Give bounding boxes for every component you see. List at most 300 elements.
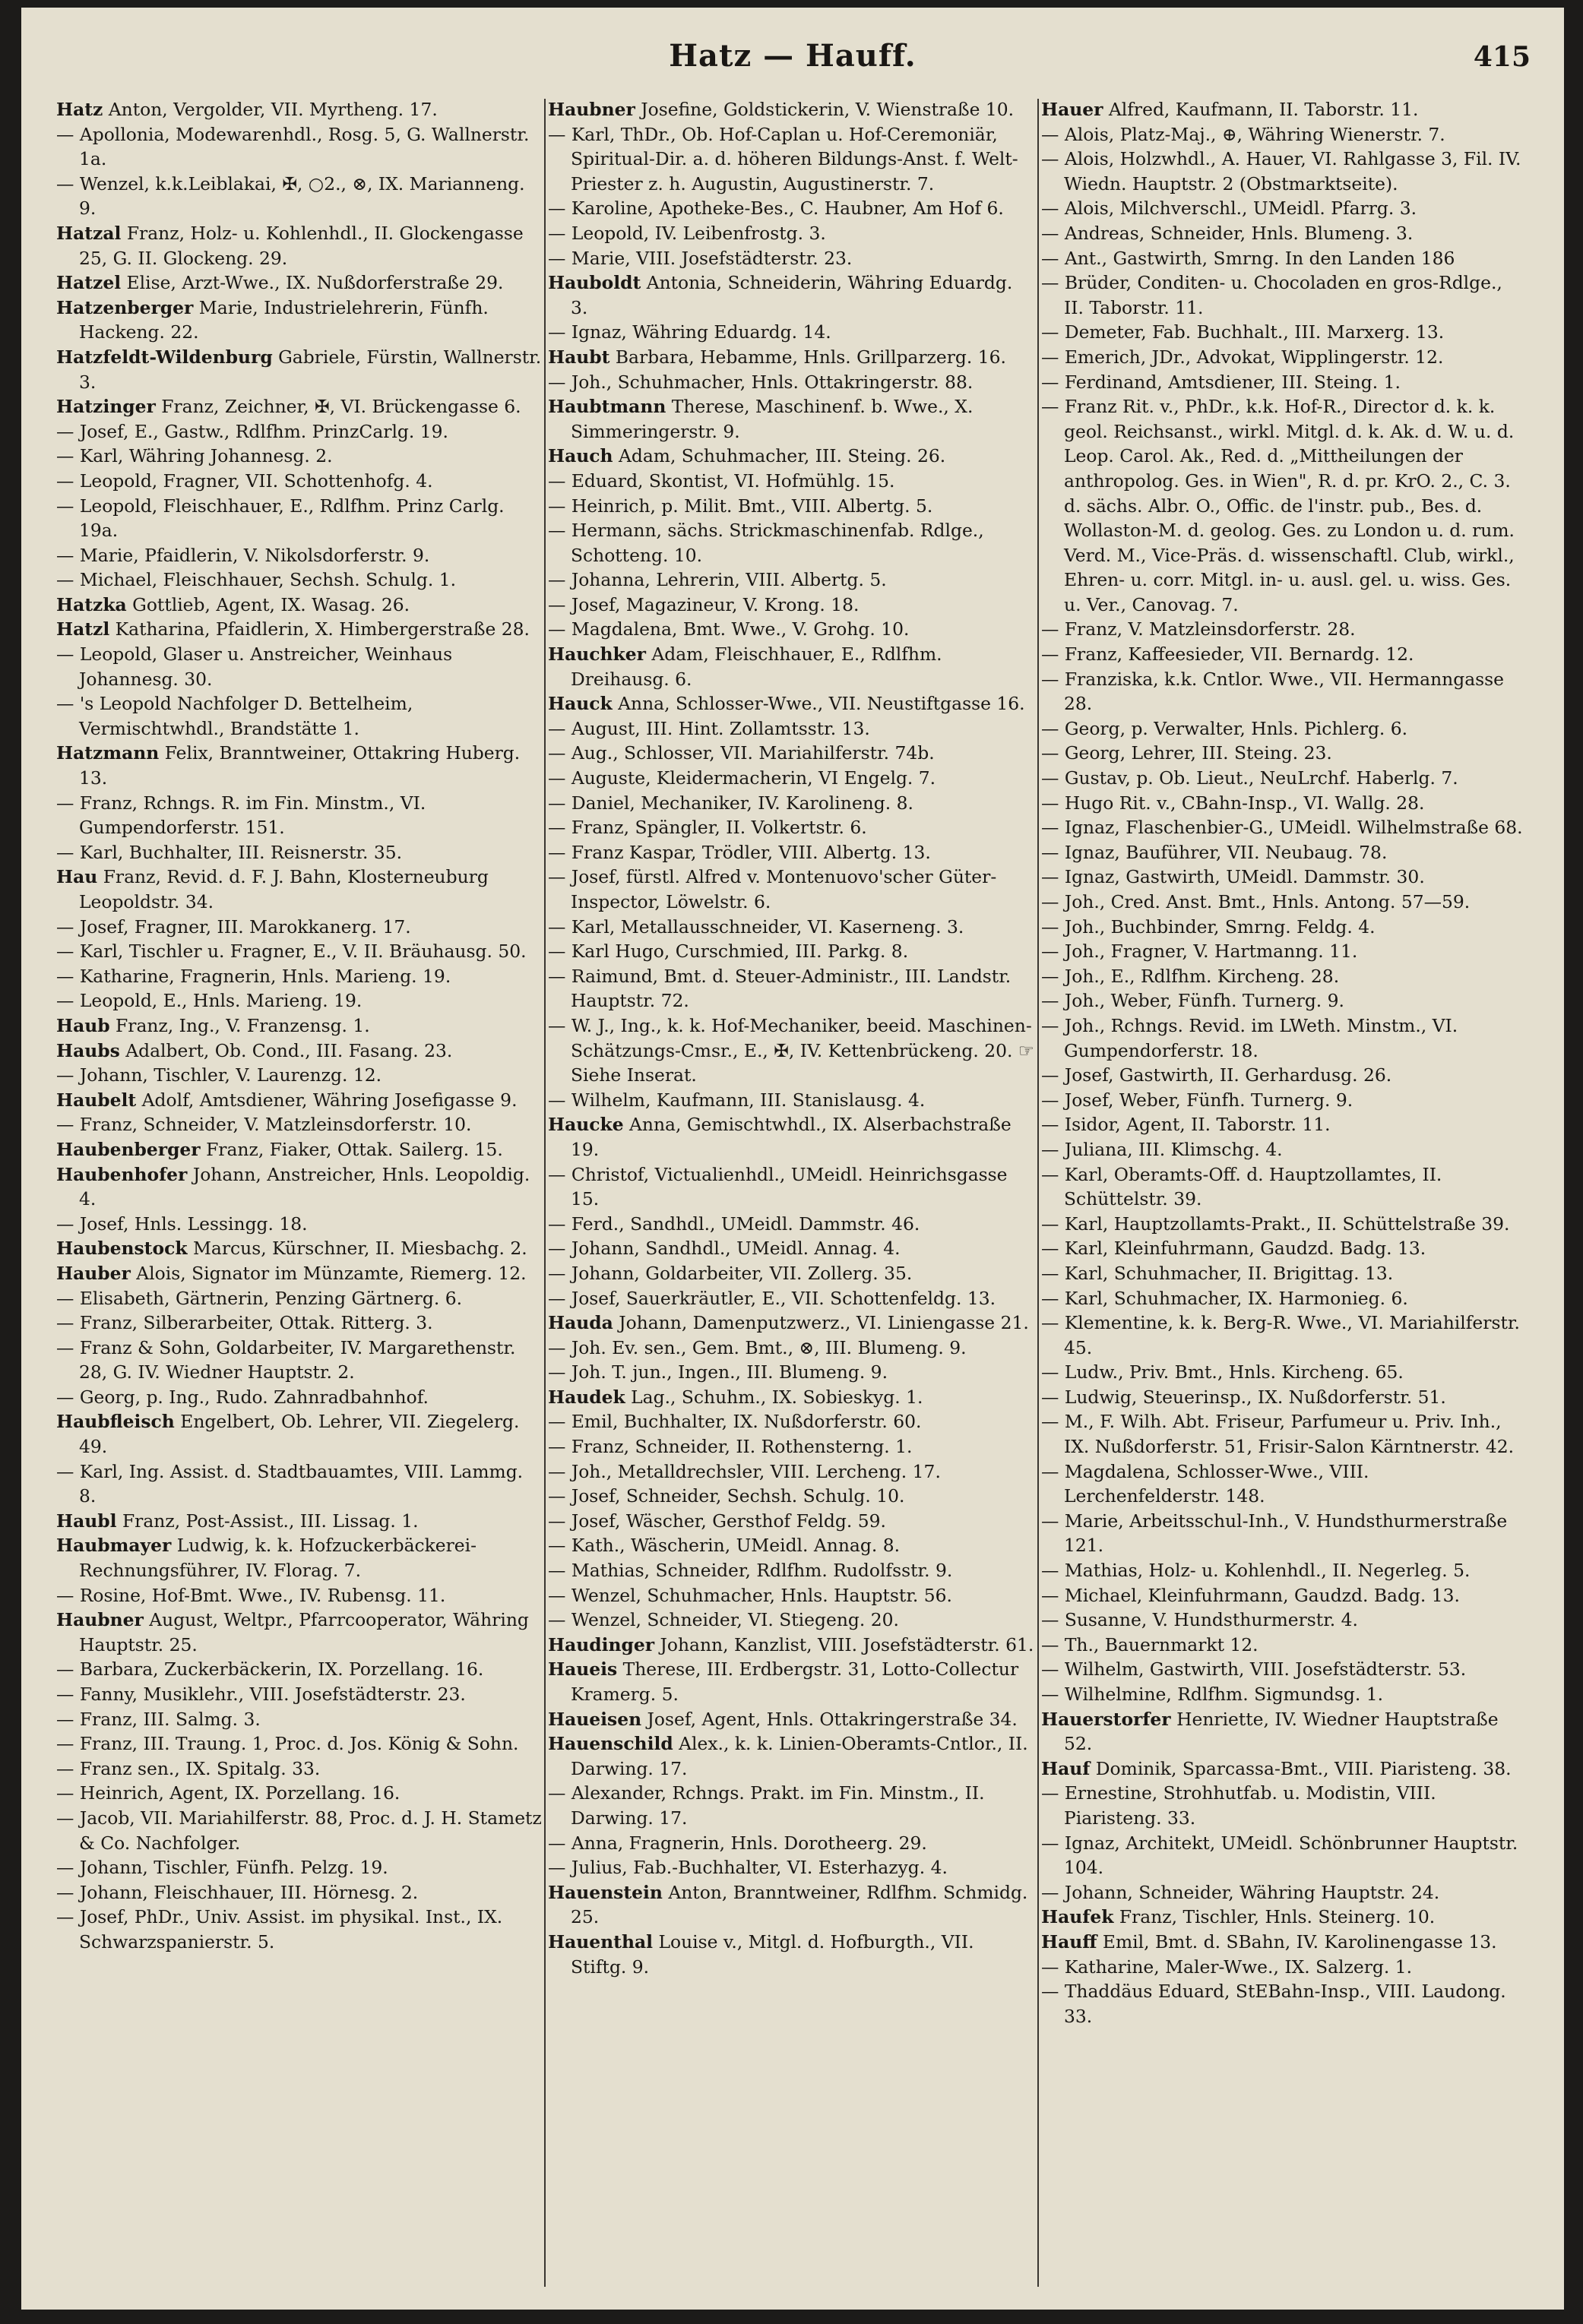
entry-text: — Josef, Schneider, Sechsh. Schulg. 10. [548,1485,905,1507]
entry-text: — Karoline, Apotheke-Bes., C. Haubner, Am Hof 6. [548,198,1004,220]
entry-text: Lag., Schuhm., IX. Sobieskyg. 1. [625,1386,923,1408]
directory-entry [1041,1682,1528,1707]
column-rule [544,99,546,2287]
entry-surname: Hauer [1041,99,1103,120]
directory-entry [548,444,1034,469]
directory-entry [1041,741,1528,766]
directory-entry [1041,1608,1528,1633]
entry-text: Johann, Kanzlist, VIII. Josefstädterstr. 61. [654,1633,1034,1655]
entry-text: — Franz Rit. v., PhDr., k.k. Hof-R., Director d. k. k. geol. Reichsanst., wirkl. Mitgl. d. k. Ak. d. W. u. d. Leop. Carol. Ak., Red. d. „Mittheilungen der anthropolog. Ges. in Wien", R. d. pr. KrO. 2., C. 3. d. sächs. Albr. O., Offic. de l'instr. pub., Bes. d. Wollaston-M. d. geolog. Ges. zu London u. d. rum. Verd. M., Vice-Präs. d. wissenschaftl. Club, wirkl., Ehren- u. corr. Mitgl. in- u. ausl. gel. u. wiss. Ges. u. Ver., Canovag. 7. [1041,396,1515,615]
entry-surname: Hatzka [56,593,127,615]
entry-text: — Heinrich, Agent, IX. Porzellang. 16. [56,1782,400,1804]
entry-text: — Jacob, VII. Mariahilferstr. 88, Proc. d. J. H. Stametz & Co. Nachfolger. [56,1807,542,1854]
directory-entry [1041,1781,1528,1830]
directory-entry [56,1162,543,1212]
entry-text: — Katharine, Maler-Wwe., IX. Salzerg. 1. [1041,1956,1413,1978]
directory-entry [548,1162,1034,1212]
directory-entry [548,122,1034,197]
page-number: 415 [1473,41,1531,73]
directory-entry [56,1459,543,1509]
entry-surname: Hauff [1041,1930,1097,1952]
directory-entry [1041,122,1528,147]
directory-entry [548,1633,1034,1658]
directory-entry [548,1286,1034,1311]
directory-entry [548,469,1034,494]
entry-text: — Joh., Metalldrechsler, VIII. Lercheng. 17. [548,1460,941,1482]
directory-entry [56,1409,543,1459]
directory-entry [56,1261,543,1286]
directory-entry [1041,1880,1528,1905]
directory-entry [1041,617,1528,642]
directory-entry [56,915,543,940]
directory-entry [548,642,1034,691]
directory-entry [1041,791,1528,816]
entry-text: — Joh., Buchbinder, Smrng. Feldg. 4. [1041,915,1376,938]
entry-text: — Thaddäus Eduard, StEBahn-Insp., VIII. Laudong. 33. [1041,1981,1506,2027]
directory-entry [56,97,543,122]
directory-entry [56,964,543,989]
entry-surname: Haueisen [548,1708,642,1730]
directory-entry [548,1855,1034,1880]
directory-entry [1041,394,1528,617]
entry-text: — Karl, Buchhalter, III. Reisnerstr. 35. [56,841,403,863]
directory-entry [548,716,1034,741]
directory-entry [56,1657,543,1682]
entry-text: — Ignaz, Bauführer, VII. Neubaug. 78. [1041,841,1388,863]
directory-entry [56,1013,543,1039]
entry-text: Franz, Tischler, Hnls. Steinerg. 10. [1113,1906,1436,1928]
entry-text: — 's Leopold Nachfolger D. Bettelheim, Vermischtwhdl., Brandstätte 1. [56,693,413,739]
directory-entry [56,270,543,296]
directory-entry [548,915,1034,940]
directory-entry [56,1063,543,1088]
entry-text: Barbara, Hebamme, Hnls. Grillparzerg. 16. [609,346,1006,368]
directory-entry [56,1756,543,1782]
directory-entry [1041,815,1528,840]
entry-surname: Hatzfeldt-Wildenburg [56,346,273,368]
entry-text: — Heinrich, p. Milit. Bmt., VIII. Albertg. 5. [548,495,933,517]
directory-entry [548,1657,1034,1706]
directory-entry [56,1385,543,1410]
directory-entry [56,1806,543,1855]
entry-text: — Joh., Fragner, V. Hartmanng. 11. [1041,941,1358,963]
directory-entry [56,221,543,270]
directory-entry [56,1781,543,1806]
entry-text: — Franz, Schneider, V. Matzleinsdorferstr. 10. [56,1114,472,1136]
directory-entry [548,1509,1034,1534]
entry-text: — Franz, Kaffeesieder, VII. Bernardg. 12. [1041,643,1414,666]
entry-surname: Hauchker [548,643,646,666]
entry-surname: Hauck [548,693,613,715]
entry-text: — Josef, Fragner, III. Marokkanerg. 17. [56,915,411,938]
entry-surname: Haub [56,1014,110,1036]
directory-entry [548,1484,1034,1509]
entry-surname: Hatzal [56,222,122,244]
directory-entry [1041,667,1528,716]
directory-entry [548,1880,1034,1930]
directory-entry [548,1831,1034,1856]
directory-entry [548,196,1034,221]
directory-entry [548,568,1034,593]
directory-entry [1041,1831,1528,1880]
entry-text: — Apollonia, Modewarenhdl., Rosg. 5, G. Wallnerstr. 1a. [56,123,530,170]
entry-surname: Haubmayer [56,1535,172,1557]
entry-text: — Franziska, k.k. Cntlor. Wwe., VII. Hermanngasse 28. [1041,668,1505,715]
entry-text: Adam, Schuhmacher, III. Steing. 26. [613,445,946,467]
entry-text: Franz, Fiaker, Ottak. Sailerg. 15. [200,1138,503,1160]
directory-entry [548,345,1034,370]
directory-entry [548,370,1034,395]
entry-text: Josef, Agent, Hnls. Ottakringerstraße 34. [641,1708,1018,1730]
directory-entry [548,1459,1034,1485]
entry-surname: Hatzel [56,272,122,294]
entry-text: — Karl, Schuhmacher, II. Brigittag. 13. [1041,1262,1394,1284]
directory-entry [56,1905,543,1954]
entry-text: — Franz, III. Traung. 1, Proc. d. Jos. König & Sohn. [56,1733,519,1755]
entry-text: — Demeter, Fab. Buchhalt., III. Marxerg. 13. [1041,321,1445,343]
directory-entry [1041,221,1528,246]
directory-entry [1041,1409,1528,1459]
entry-text: — Wilhelmine, Rdlfhm. Sigmundsg. 1. [1041,1684,1384,1705]
directory-entry [1041,1657,1528,1682]
directory-entry [548,394,1034,444]
directory-entry [56,1855,543,1880]
entry-text: — Fanny, Musiklehr., VIII. Josefstädterstr. 23. [56,1684,466,1705]
entry-text: — Franz, Schneider, II. Rothensterng. 1. [548,1436,913,1458]
entry-text: — Josef, Hnls. Lessingg. 18. [56,1213,308,1235]
directory-entry [56,469,543,494]
directory-entry [56,296,543,345]
entry-text: — Leopold, E., Hnls. Marieng. 19. [56,990,363,1012]
entry-text: — Franz, Silberarbeiter, Ottak. Ritterg. 3. [56,1312,433,1334]
entry-text: Marie, Industrielehrerin, Fünfh. Hackeng. 22. [79,296,489,343]
directory-entry [1041,246,1528,271]
directory-entry [1041,1509,1528,1558]
entry-text: — Georg, p. Ing., Rudo. Zahnradbahnhof. [56,1386,429,1408]
directory-entry [1041,147,1528,196]
entry-surname: Hauenthal [548,1930,654,1952]
directory-entry [56,1509,543,1534]
directory-entry [1041,1707,1528,1756]
entry-text: — Ferd., Sandhdl., UMeidl. Dammstr. 46. [548,1213,920,1235]
entry-text: — Josef, Sauerkräutler, E., VII. Schottenfeldg. 13. [548,1287,996,1309]
entry-text: — Karl, Metallausschneider, VI. Kaserneng. 3. [548,915,964,938]
directory-entry [56,1682,543,1707]
entry-text: — Michael, Kleinfuhrmann, Gaudzd. Badg. 13. [1041,1584,1460,1606]
entry-text: Gottlieb, Agent, IX. Wasag. 26. [126,593,410,615]
entry-text: — Georg, Lehrer, III. Steing. 23. [1041,742,1332,764]
entry-text: — Magdalena, Schlosser-Wwe., VIII. Lerchenfelderstr. 148. [1041,1460,1369,1507]
directory-entry [548,1409,1034,1434]
directory-entry [1041,1633,1528,1658]
entry-text: — Alois, Platz-Maj., ⊕, Währing Wienerstr. 7. [1041,123,1445,145]
entry-text: — Eduard, Skontist, VI. Hofmühlg. 15. [548,470,895,492]
entry-surname: Haubenberger [56,1138,201,1160]
entry-text: — Georg, p. Verwalter, Hnls. Pichlerg. 6. [1041,717,1408,739]
entry-text: Johann, Damenputzwerz., VI. Liniengasse 21. [613,1312,1029,1334]
entry-text: Alois, Signator im Münzamte, Riemerg. 12. [130,1262,527,1284]
entry-surname: Hatzinger [56,396,156,418]
entry-text: — Wilhelm, Kaufmann, III. Stanislausg. 4. [548,1089,926,1111]
directory-entry [548,1533,1034,1558]
directory-entry [1041,1583,1528,1608]
directory-entry [56,1880,543,1905]
directory-entry [56,791,543,840]
directory-entry [1041,716,1528,741]
directory-entry [56,840,543,865]
entry-text: — Katharine, Fragnerin, Hnls. Marieng. 19. [56,965,451,987]
entry-text: — Josef, Weber, Fünfh. Turnerg. 9. [1041,1089,1353,1111]
directory-entry [548,1112,1034,1162]
entry-text: — Gustav, p. Ob. Lieut., NeuLrchf. Haberlg. 7. [1041,767,1458,789]
directory-entry [548,270,1034,320]
directory-entry [56,1311,543,1336]
directory-entry [548,840,1034,865]
directory-entry [1041,939,1528,964]
entry-text: — Johann, Tischler, V. Laurenzg. 12. [56,1064,382,1086]
entry-text: Franz, Ing., V. Franzensg. 1. [109,1014,370,1036]
entry-text: Johann, Anstreicher, Hnls. Leopoldig. 4. [79,1163,530,1210]
entry-text: Franz, Post-Assist., III. Lissag. 1. [116,1510,419,1532]
column-left [56,97,543,2293]
entry-text: — Julius, Fab.-Buchhalter, VI. Esterhazyg. 4. [548,1857,948,1879]
directory-entry [1041,1063,1528,1088]
entry-text: Anna, Gemischtwhdl., IX. Alserbachstraße 19. [571,1114,1012,1160]
directory-entry [56,345,543,394]
entry-surname: Haubl [56,1510,117,1532]
directory-entry [548,1336,1034,1361]
entry-text: — Emil, Buchhalter, IX. Nußdorferstr. 60. [548,1411,922,1433]
directory-entry [1041,1311,1528,1360]
directory-entry [1041,1905,1528,1930]
entry-text: Henriette, IV. Wiedner Hauptstraße 52. [1064,1708,1499,1755]
directory-entry [1041,766,1528,791]
directory-entry [548,1013,1034,1088]
directory-entry [56,494,543,543]
directory-entry [1041,1558,1528,1583]
entry-text: — Marie, Pfaidlerin, V. Nikolsdorferstr. 9. [56,544,430,566]
directory-entry [56,122,543,172]
directory-entry [548,1731,1034,1781]
directory-entry [56,865,543,914]
entry-text: — Karl, Schuhmacher, IX. Harmonieg. 6. [1041,1287,1408,1309]
entry-text: — Franz sen., IX. Spitalg. 33. [56,1757,321,1779]
entry-text: Anton, Vergolder, VII. Myrtheng. 17. [103,99,438,120]
entry-text: — Franz, V. Matzleinsdorferstr. 28. [1041,618,1356,640]
entry-surname: Hauf [1041,1757,1091,1779]
entry-text: — Karl, ThDr., Ob. Hof-Caplan u. Hof-Ceremoniär, Spiritual-Dir. a. d. höheren Bildungs-Anst. f. Welt-Priester z. h. Augustin, Augustinerstr. 7. [548,123,1018,194]
entry-surname: Hauda [548,1312,613,1334]
directory-entry [56,1212,543,1237]
directory-entry [1041,964,1528,989]
directory-entry [548,1385,1034,1410]
directory-entry [548,593,1034,618]
directory-entry [1041,320,1528,345]
directory-page [21,8,1564,2310]
entry-text: Felix, Branntweiner, Ottakring Huberg. 13. [79,742,521,789]
entry-text: — Josef, Gastwirth, II. Gerhardusg. 26. [1041,1064,1392,1086]
entry-surname: Hauch [548,445,613,467]
entry-surname: Haufek [1041,1906,1114,1928]
entry-text: — Johann, Sandhdl., UMeidl. Annag. 4. [548,1238,901,1260]
directory-entry [1041,840,1528,865]
directory-entry [1041,1955,1528,1980]
directory-entry [548,494,1034,519]
directory-entry [1041,642,1528,667]
entry-text: Marcus, Kürschner, II. Miesbachg. 2. [187,1238,527,1260]
entry-text: — Franz Kaspar, Trödler, VIII. Albertg. 13. [548,841,931,863]
entry-text: — Anna, Fragnerin, Hnls. Dorotheerg. 29. [548,1832,927,1854]
entry-text: — Ferdinand, Amtsdiener, III. Steing. 1. [1041,371,1401,393]
entry-text: Dominik, Sparcassa-Bmt., VIII. Piaristeng. 38. [1090,1757,1512,1779]
directory-entry [548,518,1034,568]
directory-entry [1041,1385,1528,1410]
directory-entry [548,791,1034,816]
column-right [1041,97,1528,2293]
directory-entry [1041,915,1528,940]
entry-text: — Josef, E., Gastw., Rdlfhm. PrinzCarlg. 19. [56,420,448,442]
entry-text: — Karl Hugo, Curschmied, III. Parkg. 8. [548,941,909,963]
entry-text: Josefine, Goldstickerin, V. Wienstraße 10. [635,99,1015,120]
entry-surname: Haubenstock [56,1238,188,1260]
directory-entry [548,1583,1034,1608]
directory-entry [56,172,543,221]
directory-entry [548,1558,1034,1583]
directory-entry [1041,370,1528,395]
directory-entry [1041,270,1528,320]
entry-text: — Aug., Schlosser, VII. Mariahilferstr. 74b. [548,742,935,764]
directory-entry [56,593,543,618]
entry-text: — Leopold, Fleischhauer, E., Rdlfhm. Prinz Carlg. 19a. [56,495,505,542]
directory-entry [1041,196,1528,221]
directory-entry [1041,988,1528,1013]
entry-text: — Emerich, JDr., Advokat, Wipplingerstr. 12. [1041,346,1444,368]
entry-text: — Joh., Cred. Anst. Bmt., Hnls. Antong. 57—59. [1041,891,1471,912]
entry-text: Alex., k. k. Linien-Oberamts-Cntlor., II. Darwing. 17. [571,1733,1028,1779]
directory-entry [56,1039,543,1064]
directory-entry [56,642,543,691]
directory-entry [548,766,1034,791]
directory-entry [548,1434,1034,1459]
entry-text: — Joh., E., Rdlfhm. Kircheng. 28. [1041,965,1340,987]
directory-entry [548,815,1034,840]
entry-text: — Joh. Ev. sen., Gem. Bmt., ⊗, III. Blumeng. 9. [548,1336,967,1358]
directory-entry [1041,345,1528,370]
entry-text: Franz, Holz- u. Kohlenhdl., II. Glockengasse 25, G. II. Glockeng. 29. [79,222,524,269]
entry-text: — Alois, Milchverschl., UMeidl. Pfarrg. 3. [1041,198,1417,220]
directory-entry [548,246,1034,271]
directory-entry [56,1583,543,1608]
directory-entry [56,1608,543,1657]
directory-entry [56,1236,543,1261]
directory-entry [548,1781,1034,1830]
directory-entry [56,1533,543,1583]
directory-entry [548,1360,1034,1385]
directory-entry [56,617,543,642]
directory-entry [56,394,543,419]
entry-surname: Haubs [56,1039,120,1061]
entry-text: — Ignaz, Währing Eduardg. 14. [548,321,831,343]
entry-text: — Hugo Rit. v., CBahn-Insp., VI. Wallg. 28. [1041,792,1425,814]
directory-entry [1041,1360,1528,1385]
entry-text: — Leopold, IV. Leibenfrostg. 3. [548,222,826,244]
entry-text: — Wenzel, Schuhmacher, Hnls. Hauptstr. 56. [548,1584,952,1606]
entry-text: — Johann, Schneider, Währing Hauptstr. 24. [1041,1881,1440,1903]
entry-text: — Karl, Hauptzollamts-Prakt., II. Schüttelstraße 39. [1041,1213,1510,1235]
directory-entry [1041,865,1528,890]
entry-text: — Ignaz, Gastwirth, UMeidl. Dammstr. 30. [1041,866,1425,888]
entry-text: — Elisabeth, Gärtnerin, Penzing Gärtnerg. 6. [56,1287,463,1309]
entry-text: — Wilhelm, Gastwirth, VIII. Josefstädterstr. 53. [1041,1658,1467,1681]
directory-entry [548,1608,1034,1633]
entry-text: Adolf, Amtsdiener, Währing Josefigasse 9. [136,1089,518,1111]
entry-text: — Josef, Wäscher, Gersthof Feldg. 59. [548,1510,886,1532]
entry-text: — Johann, Fleischhauer, III. Hörnesg. 2. [56,1881,419,1903]
entry-text: — Johanna, Lehrerin, VIII. Albertg. 5. [548,569,887,591]
directory-entry [548,964,1034,1013]
entry-surname: Haubt [548,346,610,368]
entry-text: — Th., Bauernmarkt 12. [1041,1633,1258,1655]
entry-text: — Johann, Tischler, Fünfh. Pelzg. 19. [56,1857,388,1879]
directory-entry [56,444,543,469]
entry-text: — Marie, VIII. Josefstädterstr. 23. [548,247,853,269]
directory-entry [1041,1112,1528,1137]
directory-entry [1041,1212,1528,1237]
entry-text: — Rosine, Hof-Bmt. Wwe., IV. Rubensg. 11. [56,1584,446,1606]
entry-surname: Haudinger [548,1633,655,1655]
entry-surname: Haucke [548,1114,624,1136]
entry-surname: Hauenstein [548,1881,663,1903]
directory-entry [548,221,1034,246]
entry-text: — Franz, Rchngs. R. im Fin. Minstm., VI. Gumpendorferstr. 151. [56,792,426,839]
column-middle [548,97,1034,2293]
entry-text: — Christof, Victualienhdl., UMeidl. Heinrichsgasse 15. [548,1163,1008,1210]
directory-entry [1041,1137,1528,1162]
entry-text: — Alexander, Rchngs. Prakt. im Fin. Minstm., II. Darwing. 17. [548,1782,985,1829]
entry-text: — Andreas, Schneider, Hnls. Blumeng. 3. [1041,222,1414,244]
entry-text: Adam, Fleischhauer, E., Rdlfhm. Dreihausg. 6. [571,643,942,690]
entry-surname: Hauerstorfer [1041,1708,1171,1730]
directory-entry [1041,1756,1528,1782]
entry-text: — Kath., Wäscherin, UMeidl. Annag. 8. [548,1535,901,1557]
entry-surname: Hau [56,866,98,888]
entry-text: — Joh., Schuhmacher, Hnls. Ottakringerstr. 88. [548,371,974,393]
directory-entry [56,1137,543,1162]
entry-text: — Hermann, sächs. Strickmaschinenfab. Rdlge., Schotteng. 10. [548,520,984,566]
entry-surname: Haubenhofer [56,1163,188,1185]
entry-text: — Juliana, III. Klimschg. 4. [1041,1138,1283,1160]
entry-text: Engelbert, Ob. Lehrer, VII. Ziegelerg. 49. [79,1411,520,1458]
directory-entry [56,568,543,593]
directory-entry [56,741,543,790]
entry-text: — Wenzel, Schneider, VI. Stiegeng. 20. [548,1609,899,1631]
entry-text: — Franz, III. Salmg. 3. [56,1708,261,1730]
directory-entry [56,1707,543,1732]
entry-surname: Hatz [56,99,103,120]
entry-text: — Auguste, Kleidermacherin, VI Engelg. 7. [548,767,936,789]
entry-text: — Daniel, Mechaniker, IV. Karolineng. 8. [548,792,913,814]
directory-entry [1041,1261,1528,1286]
directory-entry [548,1311,1034,1336]
entry-text: — Karl, Kleinfuhrmann, Gaudzd. Badg. 13. [1041,1238,1426,1260]
directory-entry [1041,1286,1528,1311]
entry-text: — Karl, Ing. Assist. d. Stadtbauamtes, VIII. Lammg. 8. [56,1460,524,1507]
entry-surname: Haubelt [56,1089,137,1111]
entry-text: Elise, Arzt-Wwe., IX. Nußdorferstraße 29. [121,272,504,294]
directory-entry [548,1261,1034,1286]
entry-text: — Raimund, Bmt. d. Steuer-Administr., III. Landstr. Hauptstr. 72. [548,965,1012,1012]
entry-text: — Michael, Fleischhauer, Sechsh. Schulg. 1. [56,569,457,591]
